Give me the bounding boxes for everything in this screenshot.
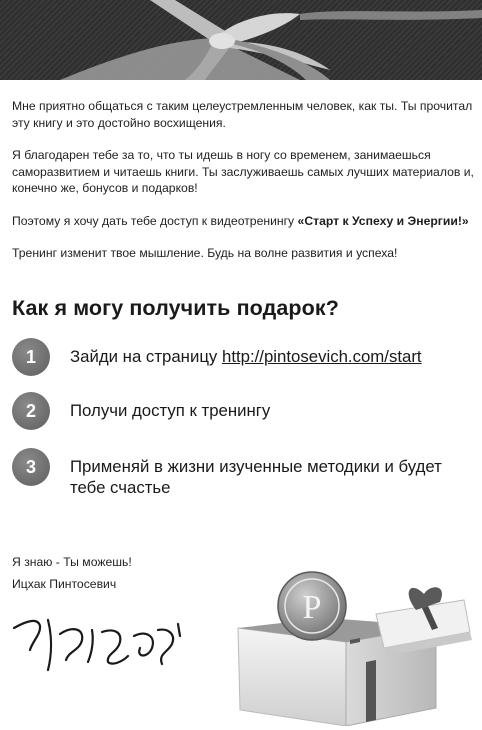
gift-box-icon <box>226 570 476 726</box>
header-banner <box>0 0 482 80</box>
ribbon-bow-icon <box>0 0 482 80</box>
step-2-text: Получи доступ к тренингу <box>70 401 271 420</box>
step-number-badge: 2 <box>12 392 50 430</box>
closing-line: Я знаю - Ты можешь! <box>12 555 132 569</box>
intro-paragraph-2: Я благодарен тебе за то, что ты идешь в ногу со временем, занимаешься саморазвитием и читаешь книги. Ты заслуживаешь самых лучших материалов и, конечно же, бонусов и подарков! <box>12 148 474 195</box>
section-heading: Как я могу получить подарок? <box>12 296 339 320</box>
training-offer-text: Поэтому я хочу дать тебе доступ к видеотренингу <box>12 213 298 228</box>
step-3-text: Применяй в жизни изученные методики и будет тебе счастье <box>70 457 442 497</box>
intro-paragraph-4: Тренинг изменит твое мышление. Будь на волне развития и успеха! <box>12 246 398 260</box>
logo-letter: P <box>302 589 322 626</box>
author-name: Ицхак Пинтосевич <box>12 577 117 591</box>
step-1-text <box>70 338 422 367</box>
signature-icon <box>8 606 188 686</box>
step-number-badge: 1 <box>12 338 50 376</box>
intro-paragraph-3 <box>12 213 474 230</box>
start-page-link[interactable]: http://pintosevich.com/start <box>221 347 422 366</box>
intro-text <box>12 98 474 278</box>
step-2 <box>12 392 472 430</box>
training-name: «Старт к Успеху и Энергии!» <box>297 213 469 228</box>
step-number-badge: 3 <box>12 448 50 486</box>
step-1 <box>12 338 472 376</box>
intro-paragraph-1: Мне приятно общаться с таким целеустремленным человек, как ты. Ты прочитал эту книгу и это достойно восхищения. <box>12 99 473 130</box>
step-3 <box>12 448 472 498</box>
step-1-label: Зайди на страницу <box>70 347 222 366</box>
